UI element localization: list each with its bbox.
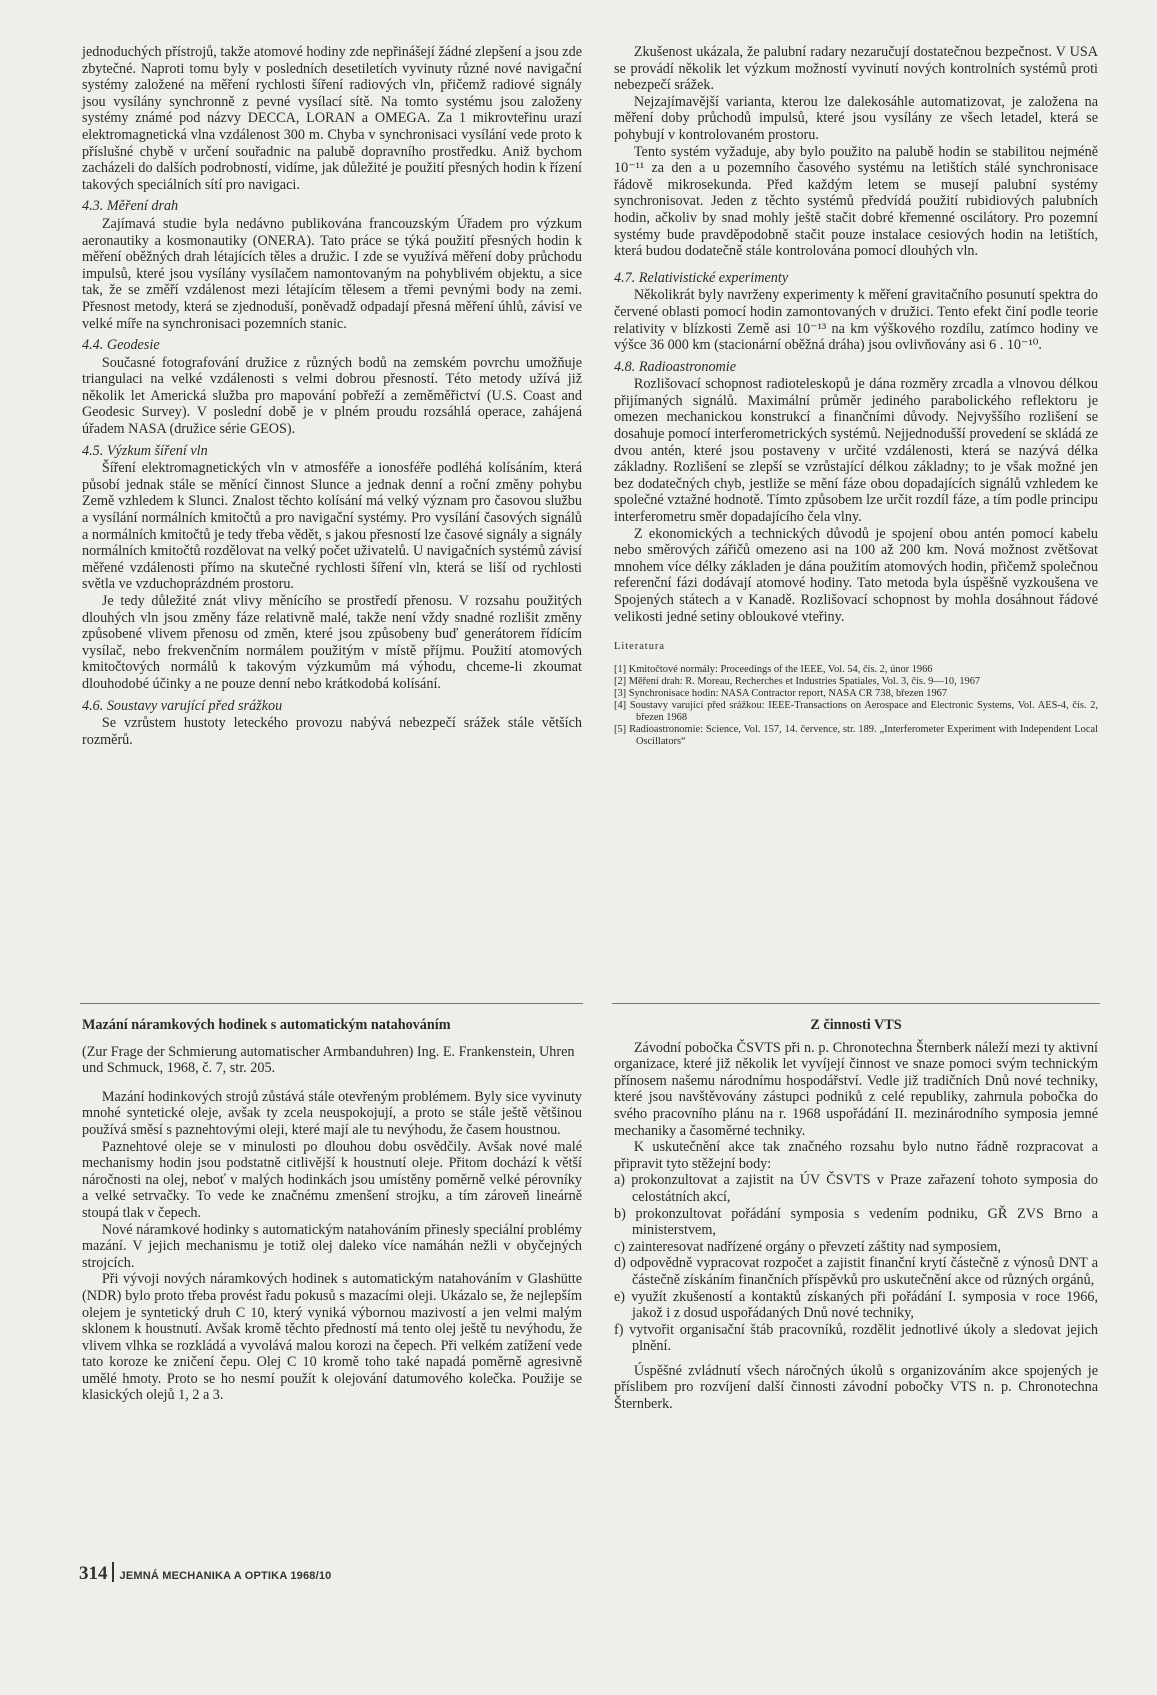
right-paragraph-3: Tento systém vyžaduje, aby bylo použito na palubě hodin se stabilitou nejméně 10⁻¹¹ za den a u pozemního časového systému na letištích stálé synchronisace řádově mikrosekunda. Před každým letem se musejí palubní systémy synchronisovat. Jeden z těchto systémů předvídá použití rubidiových palubních hodin, ačkoliv by snad mohly ještě stačit dobré křemenné oscilátory. Pro pozemní systémy bude pravděpodobně stačit pouze instalace cesiových hodin na letištích, která budou dodatečně stále kontrolována pomocí dlouhých vln. [614,143,1098,260]
list-item: e) využít zkušeností a kontaktů získaných při pořádání I. symposia v roce 1966, jakož i z dosud uspořádaných Dnů nové techniky, [614,1288,1098,1322]
section-4-3-text: Zajímavá studie byla nedávno publikována francouzským Úřadem pro výzkum aeronautiky a kosmonautiky (ONERA). Tato práce se týká použití přesných hodin k měření oběžných drah létajících těles a družic. I zde se využívá měření doby průchodu impulsů, které jsou vysílány vysílačem namontovaným na pohyblivém objektu, a sice tak, že se změří vzdálenost mezi létajícím tělesem a třemi pevnými body na zemi. Přesnost metody, která se zjednoduší, poněvadž odpadají přesná měření úhlů, závisí ve velké míře na synchronisaci pozemních stanic. [82,215,582,332]
section-4-8-heading: 4.8. Radioastronomie [614,358,737,375]
footer-separator [112,1562,114,1582]
section-4-8-text-2: Z ekonomických a technických důvodů je spojení obou antén pomocí kabelu nebo směrových zářičů omezeno asi na 100 až 200 km. Nová možnost zvětšovat mnohem více délky základen je dána použitím atomových hodin, přičemž společnou referenční fázi dodávají atomové hodiny. Tato metoda byla úspěšně vyzkoušena ve Spojených státech a v Kanadě. Rozlišovací schopnost by mohla dosáhnout řádové velikosti jedné setiny obloukové vteřiny. [614,525,1098,625]
article-title: Mazání náramkových hodinek s automatickým natahováním [82,1017,451,1033]
article-source: (Zur Frage der Schmierung automatischer Armbanduhren) Ing. E. Frankenstein, Uhren und Schmuck, 1968, č. 7, str. 205. [82,1043,575,1077]
list-item: c) zainteresovat nadřízené orgány o převzetí záštity nad symposiem, [614,1238,1001,1255]
right-paragraph-1: Zkušenost ukázala, že palubní radary nezaručují dostatečnou bezpečnost. V USA se provádí několik let výzkum možností vyvinutí nových kontrolních systémů proti nebezpečí srážek. [614,44,1098,94]
list-item: f) vytvořit organisační štáb pracovníků, rozdělit jednotlivé úkoly a sledovat jejich plnění. [614,1321,1098,1355]
section-4-4-heading: 4.4. Geodesie [82,337,160,354]
vts-paragraph-2: K uskutečnění akce tak značného rozsahu bylo nutno řádně rozpracovat a připravit tyto stěžejní body: [614,1139,1098,1172]
article-vts-activity [614,1017,1098,1413]
section-4-5-heading: 4.5. Výzkum šíření vln [82,442,208,459]
section-divider-right [612,1003,1100,1004]
intro-paragraph: jednoduchých přístrojů, takže atomové hodiny zde nepřinášejí žádné zlepšení a jsou zde zbytečné. Naproti tomu byly v posledních desetiletích vyvinuty různé nové navigační systémy založené na měření rychlosti šíření radiových vln, přičemž radiové signály jsou vysílány synchronně z pevné vysílací sítě. Na tomto systému jsou založeny systémy známé pod názvy DECCA, LORAN a OMEGA. Za 1 mikrovteřinu urazí elektromagnetická vlna vzdálenost 300 m. Chyba v synchronisaci vysílání vede proto k příslušné chybě v určení souřadnic na palubě dopravního prostředku. Aniž bychom zacházeli do dalších podrobností, vidíme, jak důležité je použití přesných hodin k řízení takových speciálních sítí pro navigaci. [82,44,582,193]
reference-item: [4] Soustavy varující před srážkou: IEEE-Transactions on Aerospace and Electronic Systems, Vol. AES-4, čís. 2, březen 1968 [614,699,1098,723]
literature-heading: Literatura [614,641,665,653]
section-4-8-text-1: Rozlišovací schopnost radioteleskopů je dána rozměry zrcadla a vlnovou délkou přijímaných signálů. Maximální průměr jediného parabolického reflektoru je omezen mechanickou konstrukcí a finančními důvody. Nejvyššího rozlišení se dosahuje pomocí interferometrických systémů. Nejjednodušší provedení se skládá ze dvou antén, které jsou postaveny v určité vzdálenosti, která se nazývá délka základny. Rozlišení se zlepší se vzrůstající délkou základny; to je však možné jen bez dodatečných chyb, jestliže se mění fáze obou dopadajících signálů vzhledem ke společné vztažné hodnotě. Tímto způsobem lze určit rozdíl fáze, a tím podle principu interferometru směr dopadajícího čela vlny. [614,376,1098,526]
article-paragraph-3: Nové náramkové hodinky s automatickým natahováním přinesly speciální problémy mazání. V jejich mechanismu je totiž olej daleko více namáhán nežli v obyčejných strojcích. [82,1221,582,1271]
left-column-top [82,44,582,748]
article-paragraph-2: Paznehtové oleje se v minulosti po dlouhou dobu osvědčily. Avšak nové malé mechanismy hodin jsou podstatně citlivější k houstnutí oleje. Přitom dochází k větší náročnosti na olej, neboť v malých hodinkách jsou umístěny poměrně velké pérovníky a velké setrvačky. To vede ke značnému zmenšení strojku, a tím zároveň lineárně stoupá tlak v čepech. [82,1138,582,1221]
right-column-top [614,44,1098,748]
vts-paragraph-1: Závodní pobočka ČSVTS při n. p. Chronotechna Šternberk náleží mezi ty aktivní organizace, které již několik let vyvíjejí činnost ve snaze pomoci svým technickým přínosem našemu národnímu hospodářství. Vedle již tradičních Dnů nové techniky, které jsou navštěvovány zástupci podniků z celé republiky, zahrnula pobočka do svého pracovního plánu na r. 1968 uspořádání II. mezinárodního symposia jemné mechaniky a časoměrné techniky. [614,1039,1098,1139]
article-paragraph-4: Při vývoji nových náramkových hodinek s automatickým natahováním v Glashütte (NDR) bylo proto třeba provést řadu pokusů s mazacími oleji. Ukázalo se, že nejlepším olejem je syntetický druh C 10, který vyniká výbornou mazivostí a jen velmi malým sklonem k houstnutí. Avšak kromě těchto předností má tento olej ještě tu nevýhodu, že vlivem vlhka se rozkládá a vyvolává malou korozi na čepech. Při velkém zatížení vede tato koroze ke zničení čepu. Olej C 10 kromě toho také napadá poměrně agresivně umělé hmoty. Proto se ho nesmí použít k olejování datumového kolečka. Použije se klasických olejů 1, 2 a 3. [82,1271,582,1404]
article-paragraph-1: Mazání hodinkových strojů zůstává stále otevřeným problémem. Byly sice vyvinuty mnohé syntetické oleje, avšak ty zcela neuspokojují, a proto se stále ještě většinou používá směsí s paznehtovými oleji, které mají ale tu nevýhodu, že časem houstnou. [82,1088,582,1138]
reference-list [614,664,1098,748]
section-4-6-heading: 4.6. Soustavy varující před srážkou [82,697,283,714]
reference-item: [5] Radioastronomie: Science, Vol. 157, 14. července, str. 189. „Interferometer Experiment with Independent Local Oscillators“ [614,723,1098,747]
list-item: d) odpovědně vypracovat rozpočet a zajistit finanční krytí částečně z výnosů DNT a částečně získáním finančních příspěvků pro uskutečnění akce od různých orgánů, [614,1255,1098,1288]
journal-title: JEMNÁ MECHANIKA A OPTIKA 1968/10 [119,1570,332,1582]
section-4-7-text: Několikrát byly navrženy experimenty k měření gravitačního posunutí spektra do červené oblasti pomocí hodin zamontovaných v družici. Tento efekt činí podle teorie relativity v blízkosti Země asi 10⁻¹³ na km výškového rozdílu, zatímco hodiny ve výšce 36 000 km (stacionární oběžná dráha) jsou ovlivňovány asi 6 . 10⁻¹⁰. [614,287,1098,354]
section-4-5-text-2: Je tedy důležité znát vlivy měnícího se prostředí přenosu. V rozsahu použitých dlouhých vln jsou změny fáze relativně malé, takže není vždy snadné rozlišit změny způsobené vlivem přenosu od změn, které jsou způsobeny buď generátorem řídícím vysílač, nebo frekvenčním normálem použitým v místě příjmu. Použití atomových kmitočtových normálů k takovým výzkumům má výhodu, chceme-li zkoumat dlouhodobé účinky a ne pouze denní nebo krátkodobá kolísání. [82,593,582,692]
right-paragraph-2: Nejzajímavější varianta, kterou lze dalekosáhle automatizovat, je založena na měření doby průchodů impulsů, které jsou vysílány ze všech letadel, která se pohybují v kontrolovaném prostoru. [614,93,1098,143]
task-list [614,1172,1098,1355]
section-divider-left [80,1003,583,1004]
section-4-5-text-1: Šíření elektromagnetických vln v atmosféře a ionosféře podléhá kolísáním, která působí jednak stále se měnící činnost Slunce a jednak denní a roční změny pohybu Země vzhledem k Slunci. Znalost těchto kolísání má velký význam pro časovou službu a vysílání normálních kmitočtů a pro navigační systémy. Pro vysílání časových signálů a normálních kmitočtů je tedy třeba vědět, s jakou přesností lze časové signály a signály normálních kmitočtů rozdělovat na velký počet uživatelů. U navigačních systémů závisí měřené vzdálenosti přímo na skutečné rychlosti šíření vln, která se liší od rychlosti světla ve vzduchoprázdném prostoru. [82,460,582,593]
article-title: Z činnosti VTS [810,1017,902,1033]
section-4-3-heading: 4.3. Měření drah [82,198,179,215]
article-watch-lubrication [82,1017,582,1404]
list-item: b) prokonzultovat pořádání symposia s vedením podniku, GŘ ZVS Brno a ministerstvem, [614,1205,1098,1239]
section-4-6-text: Se vzrůstem hustoty leteckého provozu nabývá nebezpečí srážek stále větších rozměrů. [82,715,582,748]
reference-item: [1] Kmitočtové normály: Proceedings of the IEEE, Vol. 54, čís. 2, únor 1966 [614,663,933,675]
reference-item: [3] Synchronisace hodin: NASA Contractor report, NASA CR 738, březen 1967 [614,687,948,699]
page-number: 314 [79,1563,108,1584]
list-item: a) prokonzultovat a zajistit na ÚV ČSVTS v Praze zařazení tohoto symposia do celostátních akcí, [614,1172,1098,1205]
section-4-7-heading: 4.7. Relativistické experimenty [614,269,789,286]
vts-paragraph-3: Úspěšné zvládnutí všech náročných úkolů s organizováním akce spojených je příslibem pro rozvíjení další činnosti závodní pobočky VTS n. p. Chronotechna Šternberk. [614,1362,1098,1413]
reference-item: [2] Měření drah: R. Moreau, Recherches et Industries Spatiales, Vol. 3, čís. 9—10, 1967 [614,675,981,687]
page-footer [79,1562,331,1585]
section-4-4-text: Současné fotografování družice z různých bodů na zemském povrchu umožňuje triangulaci na velké vzdálenosti s velmi dobrou přesností. Této metody užívá již několik let Americká služba pro mapování pobřeží a zeměměřictví (U.S. Coast and Geodesic Survey). V poslední době je v plném proudu rozsáhlá operace, zahájená úřadem NASA (družice série GEOS). [82,354,582,438]
